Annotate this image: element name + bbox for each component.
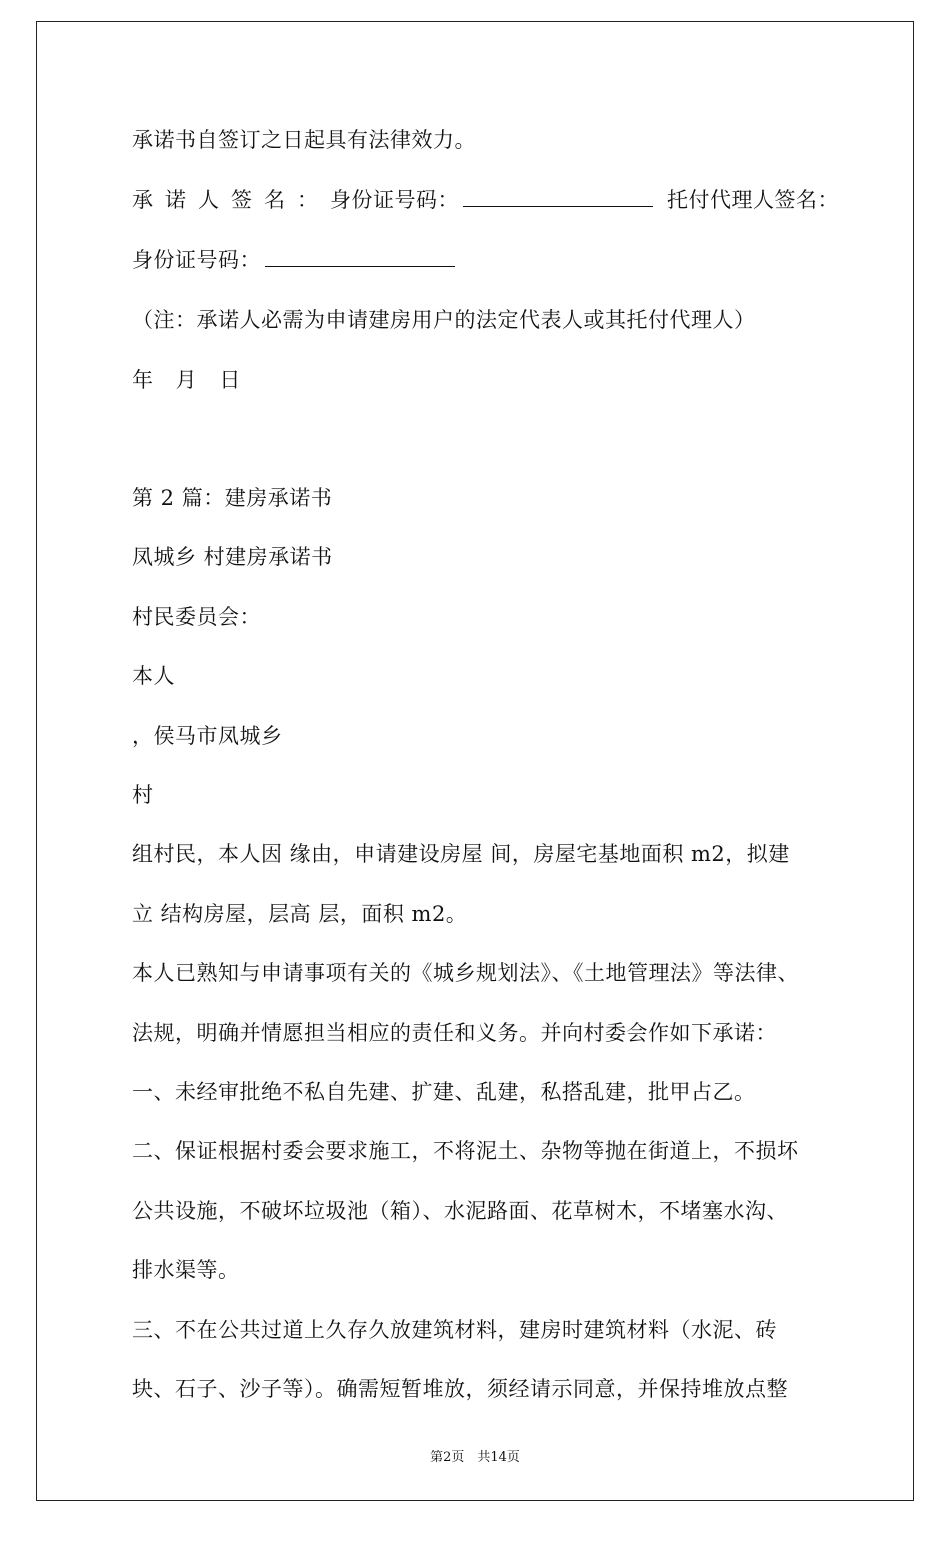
- text-line-10: ，侯马市凤城乡: [132, 724, 283, 748]
- text-line-9: 本人: [132, 664, 175, 688]
- text-line-17: 二、保证根据村委会要求施工，不将泥土、杂物等抛在街道上，不损坏: [132, 1139, 799, 1163]
- text-line-19: 排水渠等。: [132, 1258, 240, 1282]
- signer-id-label: 身份证号码：: [330, 188, 459, 212]
- text-line-11: 村: [132, 783, 154, 807]
- text-line-1: 承诺书自签订之日起具有法律效力。: [132, 128, 476, 152]
- signature-line: [132, 186, 839, 214]
- text-line-21: 块、石子、沙子等）。确需短暂堆放，须经请示同意，并保持堆放点整: [132, 1377, 788, 1401]
- agent-id-line: [132, 246, 459, 274]
- text-line-12: 组村民，本人因 缘由，申请建设房屋 间，房屋宅基地面积 m2，拟建: [132, 842, 790, 866]
- text-line-13: 立 结构房屋，层高 层，面积 m2。: [132, 902, 468, 926]
- signer-label: 承诺人签名：: [132, 188, 330, 212]
- section-heading: 第 2 篇：建房承诺书: [132, 486, 333, 510]
- text-line-14: 本人已熟知与申请事项有关的《城乡规划法》、《土地管理法》等法律、: [132, 961, 799, 985]
- text-line-18: 公共设施，不破坏垃圾池（箱）、水泥路面、花草树木，不堵塞水沟、: [132, 1199, 788, 1223]
- signer-id-blank: [463, 188, 653, 207]
- addressee-line: 村民委员会：: [132, 605, 261, 629]
- text-line-note: （注：承诺人必需为申请建房用户的法定代表人或其托付代理人）: [132, 308, 756, 332]
- text-line-20: 三、不在公共过道上久存久放建筑材料，建房时建筑材料（水泥、砖: [132, 1318, 777, 1342]
- text-line-date: 年 月 日: [132, 368, 249, 392]
- agent-id-blank: [265, 248, 455, 267]
- agent-id-label: 身份证号码：: [132, 248, 261, 272]
- text-line-16: 一、未经审批绝不私自先建、扩建、乱建，私搭乱建，批甲占乙。: [132, 1080, 756, 1104]
- page-number-footer: 第2页 共14页: [430, 1450, 520, 1465]
- text-line-15: 法规，明确并情愿担当相应的责任和义务。并向村委会作如下承诺：: [132, 1021, 777, 1045]
- agent-signature-label: 托付代理人签名：: [667, 188, 839, 212]
- document-title: 凤城乡 村建房承诺书: [132, 545, 333, 569]
